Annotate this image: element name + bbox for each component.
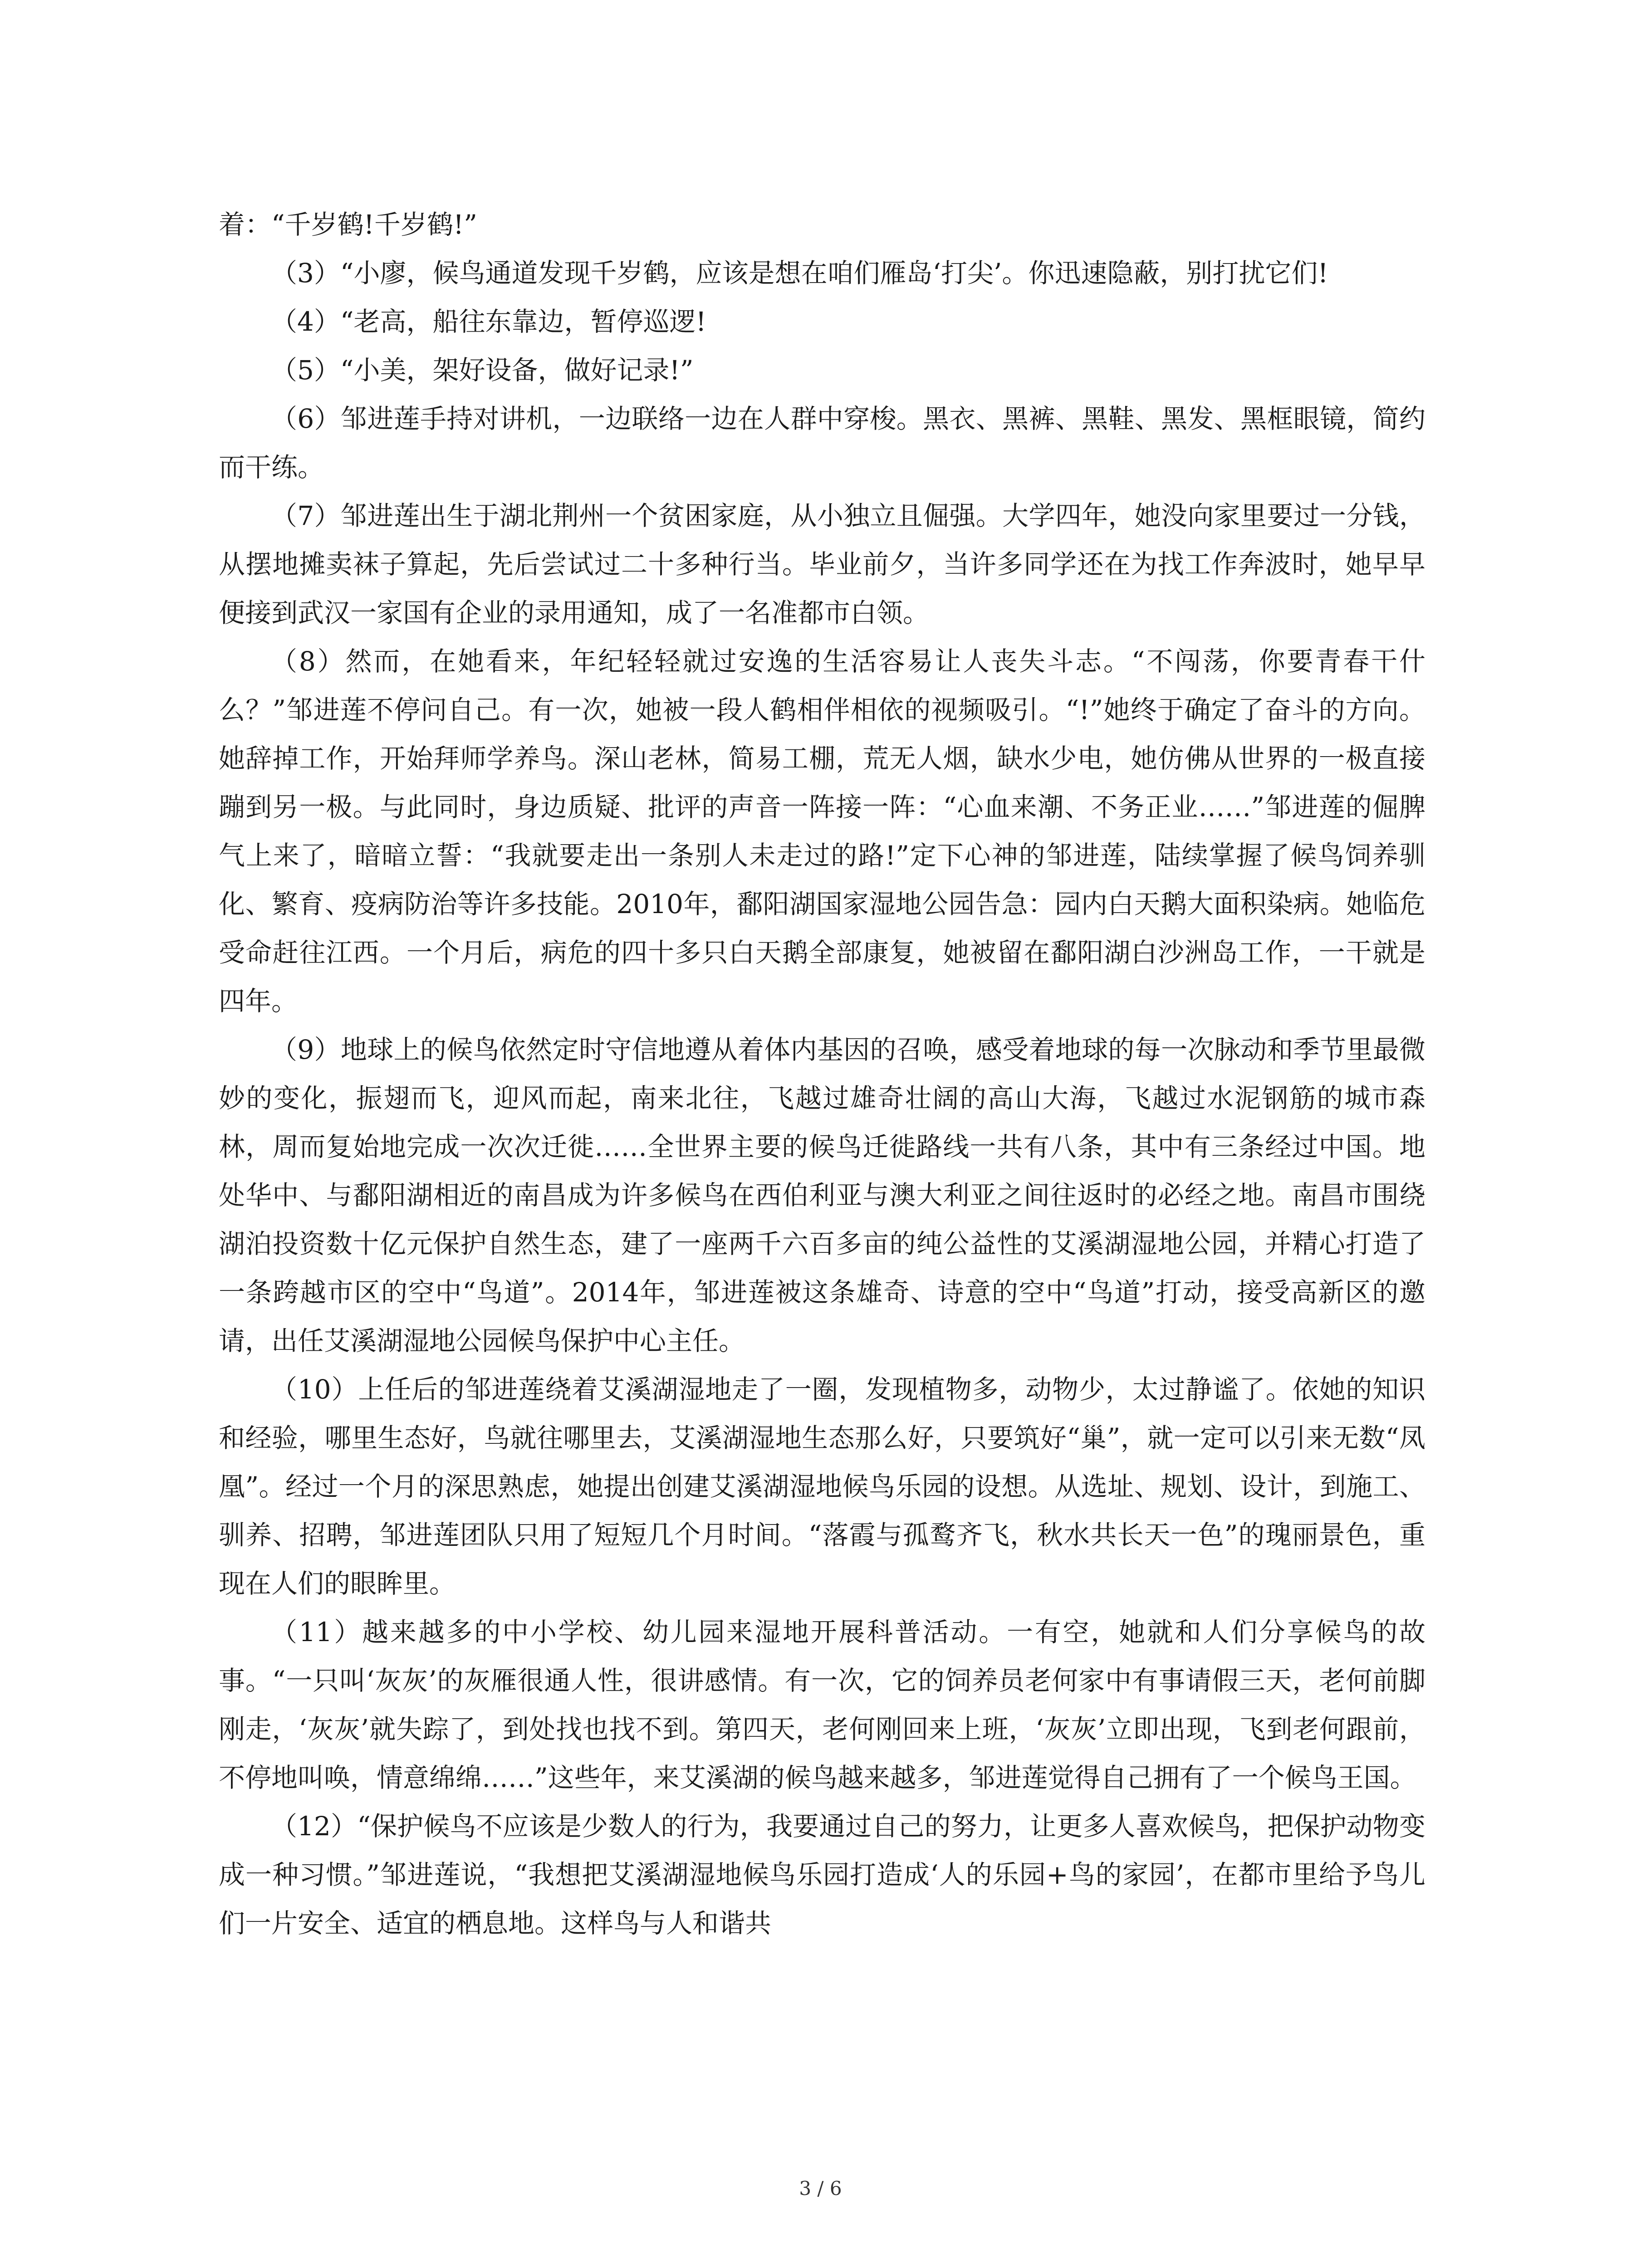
paragraph-9: （9）地球上的候鸟依然定时守信地遵从着体内基因的召唤，感受着地球的每一次脉动和季节里最微妙的变化，振翅而飞，迎风而起，南来北往，飞越过雄奇壮阔的高山大海，飞越过水泥钢筋的城市森林，周而复始地完成一次次迁徙……全世界主要的候鸟迁徙路线一共有八条，其中有三条经过中国。地处华中、与鄱阳湖相近的南昌成为许多候鸟在西伯利亚与澳大利亚之间往返时的必经之地。南昌市围绕湖泊投资数十亿元保护自然生态，建了一座两千六百多亩的纯公益性的艾溪湖湿地公园，并精心打造了一条跨越市区的空中“鸟道”。2014年，邹进莲被这条雄奇、诗意的空中“鸟道”打动，接受高新区的邀请，出任艾溪湖湿地公园候鸟保护中心主任。 <box>219 1034 1425 1356</box>
paragraph-8: （8）然而，在她看来，年纪轻轻就过安逸的生活容易让人丧失斗志。“不闯荡，你要青春干什么？”邹进莲不停问自己。有一次，她被一段人鹤相伴相依的视频吸引。“!”她终于确定了奋斗的方向。她辞掉工作，开始拜师学养鸟。深山老林，简易工棚，荒无人烟，缺水少电，她仿佛从世界的一极直接蹦到另一极。与此同时，身边质疑、批评的声音一阵接一阵：“心血来潮、不务正业……”邹进莲的倔脾气上来了，暗暗立誓：“我就要走出一条别人未走过的路!”定下心神的邹进莲，陆续掌握了候鸟饲养驯化、繁育、疫病防治等许多技能。2010年，鄱阳湖国家湿地公园告急：园内白天鹅大面积染病。她临危受命赶往江西。一个月后，病危的四十多只白天鹅全部康复，她被留在鄱阳湖白沙洲岛工作，一干就是四年。 <box>219 646 1425 1017</box>
paragraph-4: （4）“老高，船往东靠边，暂停巡逻! <box>271 306 706 337</box>
paragraph-12: （12）“保护候鸟不应该是少数人的行为，我要通过自己的努力，让更多人喜欢候鸟，把保护动物变成一种习惯。”邹进莲说，“我想把艾溪湖湿地候鸟乐园打造成‘人的乐园+鸟的家园’，在都市里给予鸟儿们一片安全、适宜的栖息地。这样鸟与人和谐共 <box>219 1811 1425 1939</box>
paragraph-5: （5）“小美，架好设备，做好记录!” <box>271 355 694 386</box>
document-body <box>219 200 1425 1948</box>
paragraph-10: （10）上任后的邹进莲绕着艾溪湖湿地走了一圈，发现植物多，动物少，太过静谧了。依她的知识和经验，哪里生态好，鸟就往哪里去，艾溪湖湿地生态那么好，只要筑好“巢”，就一定可以引来无数“凤凰”。经过一个月的深思熟虑，她提出创建艾溪湖湿地候鸟乐园的设想。从选址、规划、设计，到施工、驯养、招聘，邹进莲团队只用了短短几个月时间。“落霞与孤鹜齐飞，秋水共长天一色”的瑰丽景色，重现在人们的眼眸里。 <box>219 1374 1425 1599</box>
paragraph-3: （3）“小廖，候鸟通道发现千岁鹤，应该是想在咱们雁岛‘打尖’。你迅速隐蔽，别打扰它们! <box>271 258 1328 288</box>
paragraph-6: （6）邹进莲手持对讲机，一边联络一边在人群中穿梭。黑衣、黑裤、黑鞋、黑发、黑框眼镜，简约而干练。 <box>219 403 1425 483</box>
paragraph-continued: 着：“千岁鹤!千岁鹤!” <box>219 209 477 240</box>
paragraph-11: （11）越来越多的中小学校、幼儿园来湿地开展科普活动。一有空，她就和人们分享候鸟的故事。“一只叫‘灰灰’的灰雁很通人性，很讲感情。有一次，它的饲养员老何家中有事请假三天，老何前脚刚走，‘灰灰’就失踪了，到处找也找不到。第四天，老何刚回来上班，‘灰灰’立即出现，飞到老何跟前，不停地叫唤，情意绵绵……”这些年，来艾溪湖的候鸟越来越多，邹进莲觉得自己拥有了一个候鸟王国。 <box>219 1617 1425 1793</box>
paragraph-7: （7）邹进莲出生于湖北荆州一个贫困家庭，从小独立且倔强。大学四年，她没向家里要过一分钱，从摆地摊卖袜子算起，先后尝试过二十多种行当。毕业前夕，当许多同学还在为找工作奔波时，她早早便接到武汉一家国有企业的录用通知，成了一名准都市白领。 <box>219 500 1425 628</box>
page-number: 3 / 6 <box>799 2177 842 2200</box>
